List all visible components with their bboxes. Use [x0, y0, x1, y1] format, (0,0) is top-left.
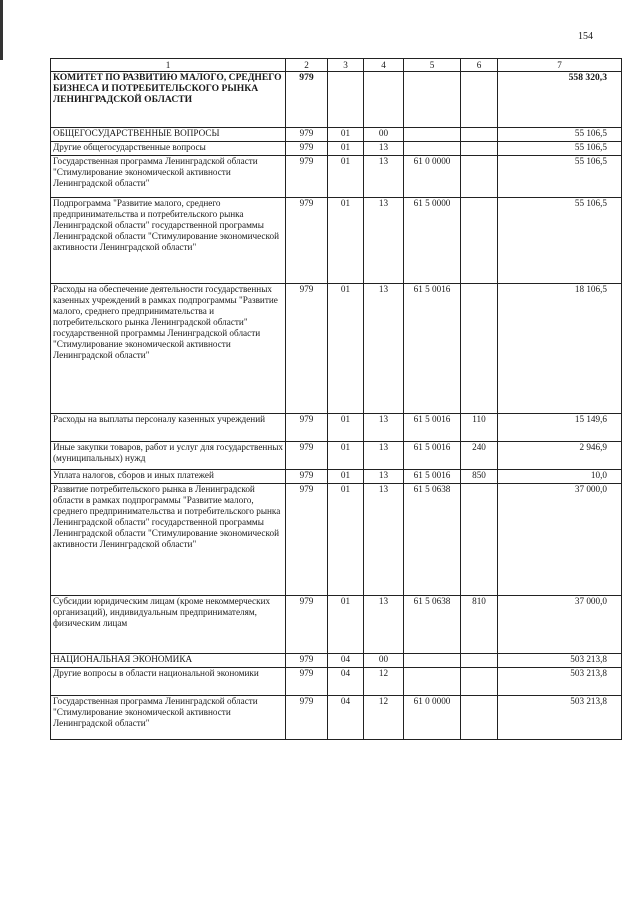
row-target-article: 61 5 0016	[404, 470, 461, 484]
row-amount: 10,0	[498, 470, 622, 484]
row-section: 04	[328, 668, 364, 696]
row-subsection: 13	[364, 484, 404, 596]
row-amount: 37 000,0	[498, 484, 622, 596]
table-row	[51, 142, 622, 156]
row-name: Государственная программа Ленинградской области "Стимулирование экономической активности Ленинградской области"	[51, 696, 286, 740]
row-admin-code: 979	[286, 442, 328, 470]
row-subsection: 00	[364, 654, 404, 668]
row-subsection	[364, 72, 404, 128]
row-section: 01	[328, 142, 364, 156]
row-admin-code: 979	[286, 72, 328, 128]
row-subsection: 00	[364, 128, 404, 142]
row-name: Другие общегосударственные вопросы	[51, 142, 286, 156]
row-admin-code: 979	[286, 414, 328, 442]
table-row	[51, 470, 622, 484]
row-section: 01	[328, 284, 364, 414]
row-target-article: 61 0 0000	[404, 156, 461, 198]
row-expense-type	[461, 654, 498, 668]
row-name: НАЦИОНАЛЬНАЯ ЭКОНОМИКА	[51, 654, 286, 668]
row-section	[328, 72, 364, 128]
row-amount: 55 106,5	[498, 198, 622, 284]
row-expense-type	[461, 156, 498, 198]
table-row	[51, 128, 622, 142]
page-number: 154	[578, 31, 593, 42]
row-name: Другие вопросы в области национальной экономики	[51, 668, 286, 696]
row-subsection: 13	[364, 142, 404, 156]
row-name: Развитие потребительского рынка в Ленинградской области в рамках подпрограммы "Развитие малого, среднего предпринимательства и потребительского рынка Ленинградской области" государственной программы Ленинградской области "Стимулирование экономической активности Ленинградской области"	[51, 484, 286, 596]
row-amount: 558 320,3	[498, 72, 622, 128]
row-admin-code: 979	[286, 654, 328, 668]
row-name: Подпрограмма "Развитие малого, среднего предпринимательства и потребительского рынка Ленинградской области" государственной программы Ленинградской области "Стимулирование экономической активности Ленинградской области"	[51, 198, 286, 284]
row-expense-type	[461, 696, 498, 740]
row-amount: 503 213,8	[498, 668, 622, 696]
row-admin-code: 979	[286, 142, 328, 156]
row-section: 04	[328, 654, 364, 668]
table-row	[51, 668, 622, 696]
row-name: Расходы на обеспечение деятельности государственных казенных учреждений в рамках подпрограммы "Развитие малого, среднего предпринимательства и потребительского рынка Ленинградской области" государственной программы Ленинградской области "Стимулирование экономической активности Ленинградской области"	[51, 284, 286, 414]
row-expense-type	[461, 72, 498, 128]
row-subsection: 13	[364, 414, 404, 442]
row-target-article: 61 5 0016	[404, 284, 461, 414]
row-section: 01	[328, 596, 364, 654]
row-section: 01	[328, 156, 364, 198]
table-row	[51, 72, 622, 128]
table-row	[51, 696, 622, 740]
row-amount: 2 946,9	[498, 442, 622, 470]
row-amount: 503 213,8	[498, 654, 622, 668]
row-expense-type	[461, 284, 498, 414]
header-cell: 2	[286, 59, 328, 72]
row-expense-type	[461, 668, 498, 696]
row-target-article	[404, 142, 461, 156]
row-target-article: 61 0 0000	[404, 696, 461, 740]
row-target-article: 61 5 0638	[404, 484, 461, 596]
header-row	[51, 59, 622, 72]
row-admin-code: 979	[286, 668, 328, 696]
row-target-article	[404, 128, 461, 142]
row-target-article: 61 5 0638	[404, 596, 461, 654]
row-name: ОБЩЕГОСУДАРСТВЕННЫЕ ВОПРОСЫ	[51, 128, 286, 142]
table-row	[51, 414, 622, 442]
row-amount: 15 149,6	[498, 414, 622, 442]
row-amount: 503 213,8	[498, 696, 622, 740]
row-expense-type	[461, 142, 498, 156]
table-row	[51, 654, 622, 668]
table-row	[51, 442, 622, 470]
row-name: Субсидии юридическим лицам (кроме некоммерческих организаций), индивидуальным предпринимателям, физическим лицам	[51, 596, 286, 654]
header-cell: 7	[498, 59, 622, 72]
row-expense-type: 850	[461, 470, 498, 484]
row-target-article	[404, 72, 461, 128]
row-expense-type: 240	[461, 442, 498, 470]
budget-table	[50, 58, 622, 740]
row-section: 04	[328, 696, 364, 740]
scan-edge-mark	[0, 0, 3, 60]
row-admin-code: 979	[286, 198, 328, 284]
row-amount: 55 106,5	[498, 142, 622, 156]
row-subsection: 13	[364, 156, 404, 198]
row-name: Расходы на выплаты персоналу казенных учреждений	[51, 414, 286, 442]
header-cell: 1	[51, 59, 286, 72]
row-name: КОМИТЕТ ПО РАЗВИТИЮ МАЛОГО, СРЕДНЕГО БИЗНЕСА И ПОТРЕБИТЕЛЬСКОГО РЫНКА ЛЕНИНГРАДСКОЙ ОБЛАСТИ	[51, 72, 286, 128]
row-subsection: 13	[364, 470, 404, 484]
row-section: 01	[328, 484, 364, 596]
row-expense-type: 810	[461, 596, 498, 654]
row-expense-type	[461, 128, 498, 142]
row-subsection: 12	[364, 696, 404, 740]
row-expense-type	[461, 198, 498, 284]
row-admin-code: 979	[286, 284, 328, 414]
row-amount: 55 106,5	[498, 128, 622, 142]
header-cell: 6	[461, 59, 498, 72]
row-name: Уплата налогов, сборов и иных платежей	[51, 470, 286, 484]
row-subsection: 13	[364, 596, 404, 654]
row-target-article	[404, 654, 461, 668]
row-admin-code: 979	[286, 484, 328, 596]
row-admin-code: 979	[286, 156, 328, 198]
row-target-article: 61 5 0016	[404, 414, 461, 442]
row-admin-code: 979	[286, 470, 328, 484]
row-section: 01	[328, 442, 364, 470]
table-row	[51, 596, 622, 654]
row-amount: 37 000,0	[498, 596, 622, 654]
header-cell: 5	[404, 59, 461, 72]
row-admin-code: 979	[286, 596, 328, 654]
row-subsection: 12	[364, 668, 404, 696]
row-target-article: 61 5 0000	[404, 198, 461, 284]
row-target-article: 61 5 0016	[404, 442, 461, 470]
row-amount: 55 106,5	[498, 156, 622, 198]
row-section: 01	[328, 198, 364, 284]
table-row	[51, 484, 622, 596]
row-section: 01	[328, 470, 364, 484]
row-admin-code: 979	[286, 696, 328, 740]
table-row	[51, 156, 622, 198]
row-subsection: 13	[364, 198, 404, 284]
header-cell: 4	[364, 59, 404, 72]
row-expense-type: 110	[461, 414, 498, 442]
row-admin-code: 979	[286, 128, 328, 142]
header-cell: 3	[328, 59, 364, 72]
table-row	[51, 198, 622, 284]
row-section: 01	[328, 414, 364, 442]
table-row	[51, 284, 622, 414]
row-name: Государственная программа Ленинградской области "Стимулирование экономической активности Ленинградской области"	[51, 156, 286, 198]
row-subsection: 13	[364, 442, 404, 470]
row-target-article	[404, 668, 461, 696]
row-section: 01	[328, 128, 364, 142]
row-subsection: 13	[364, 284, 404, 414]
row-name: Иные закупки товаров, работ и услуг для государственных (муниципальных) нужд	[51, 442, 286, 470]
row-expense-type	[461, 484, 498, 596]
row-amount: 18 106,5	[498, 284, 622, 414]
